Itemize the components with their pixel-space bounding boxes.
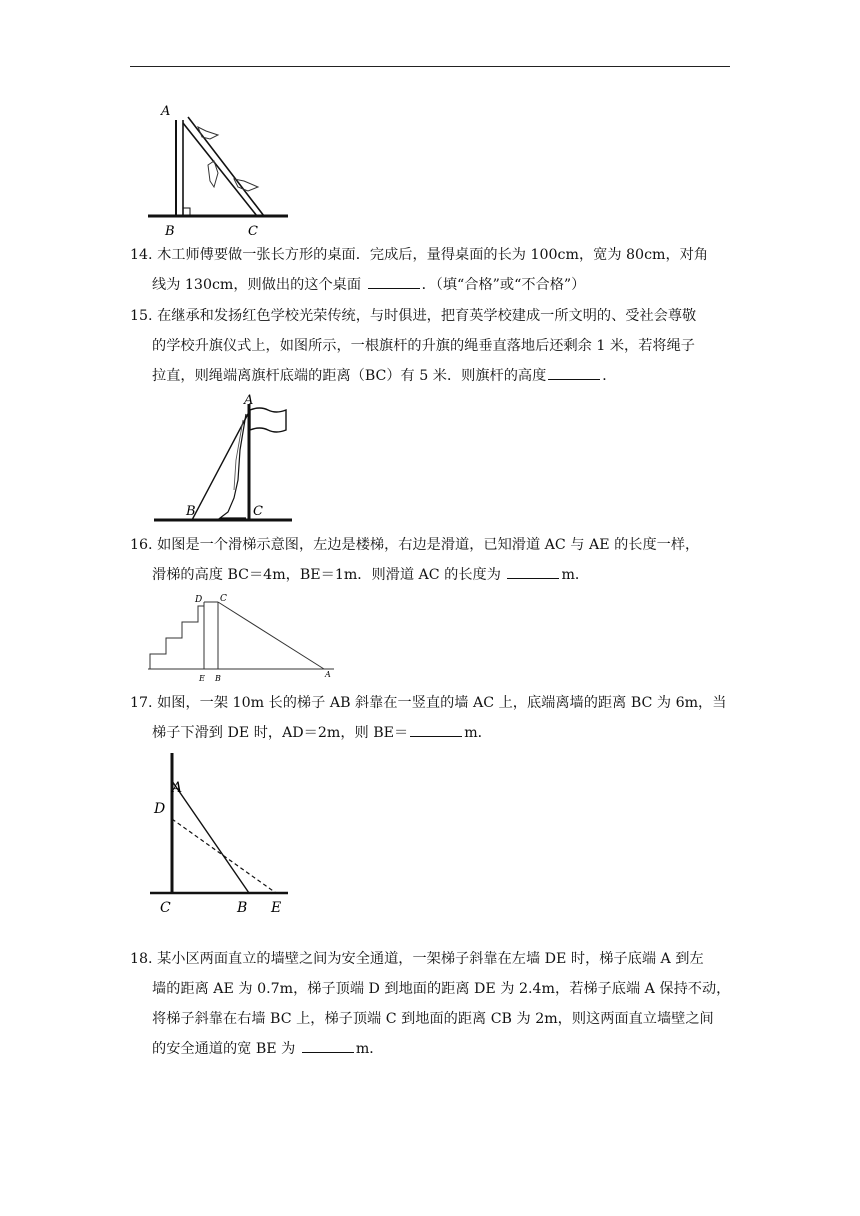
- figure-q13: [140, 95, 300, 240]
- label-C: C: [160, 900, 171, 916]
- question-text: 木工师傅要做一张长方形的桌面．完成后，量得桌面的长为 100cm，宽为 80cm，对角: [157, 247, 709, 263]
- question-text: 的学校升旗仪式上，如图所示，一根旗杆的升旗的绳垂直落地后还剩余 1 米，若将绳子: [152, 338, 695, 354]
- question-14: [130, 240, 732, 300]
- question-18: [130, 944, 732, 1064]
- question-text: 线为 130cm，则做出的这个桌面: [152, 277, 366, 293]
- question-number: 17.: [130, 695, 153, 711]
- label-C: C: [253, 504, 263, 519]
- label-C: C: [220, 594, 227, 604]
- answer-blank[interactable]: [368, 274, 420, 289]
- question-text: 的安全通道的宽 BE 为: [152, 1041, 300, 1057]
- question-text: 梯子下滑到 DE 时，AD＝2m，则 BE＝: [152, 725, 409, 741]
- label-B: B: [237, 900, 248, 916]
- label-B: B: [215, 674, 221, 683]
- question-17: [130, 688, 732, 748]
- answer-blank[interactable]: [410, 722, 462, 737]
- question-text: 在继承和发扬红色学校光荣传统，与时俱进，把育英学校建成一所文明的、受社会尊敬: [157, 308, 697, 324]
- label-E: E: [199, 674, 205, 683]
- label-E: E: [271, 900, 282, 916]
- label-D: D: [154, 801, 166, 817]
- label-A: A: [325, 670, 331, 679]
- question-number: 14.: [130, 247, 153, 263]
- question-text: m．: [561, 567, 590, 583]
- label-A: A: [161, 104, 171, 119]
- question-text: 墙的距离 AE 为 0.7m，梯子顶端 D 到地面的距离 DE 为 2.4m，若梯子底端 A 保持不动，: [152, 981, 731, 997]
- label-C: C: [248, 224, 258, 239]
- label-B: B: [165, 224, 175, 239]
- figure-q17-ladder: [148, 745, 298, 920]
- question-15: [130, 301, 732, 391]
- label-A: A: [172, 780, 183, 796]
- question-text: m．: [464, 725, 492, 741]
- header-rule: [130, 66, 730, 67]
- figure-q16-slide: [144, 590, 344, 685]
- answer-blank[interactable]: [302, 1038, 354, 1053]
- question-text: 滑梯的高度 BC＝4m，BE＝1m．则滑道 AC 的长度为: [152, 567, 506, 583]
- question-text: ．（填“合格”或“不合格”）: [421, 277, 586, 293]
- answer-blank[interactable]: [548, 365, 600, 380]
- label-A: A: [244, 393, 254, 408]
- question-number: 16.: [130, 537, 153, 553]
- question-text: 如图是一个滑梯示意图，左边是楼梯，右边是滑道，已知滑道 AC 与 AE 的长度一样，: [157, 537, 700, 553]
- question-text: 拉直，则绳端离旗杆底端的距离（BC）有 5 米．则旗杆的高度: [152, 368, 547, 384]
- question-text: ．: [602, 368, 617, 384]
- question-16: [130, 530, 732, 590]
- answer-blank[interactable]: [507, 564, 559, 579]
- question-text: 将梯子斜靠在右墙 BC 上，梯子顶端 C 到地面的距离 CB 为 2m，则这两面直立墙壁之间: [152, 1011, 714, 1027]
- question-number: 18.: [130, 951, 153, 967]
- label-B: B: [186, 504, 196, 519]
- figure-q15-flagpole: [150, 390, 300, 525]
- question-text: m．: [355, 1041, 384, 1057]
- question-text: 某小区两面直立的墙壁之间为安全通道，一架梯子斜靠在左墙 DE 时，梯子底端 A 到左: [157, 951, 704, 967]
- question-text: 如图，一架 10m 长的梯子 AB 斜靠在一竖直的墙 AC 上，底端离墙的距离 BC 为 6m，当: [157, 695, 727, 711]
- label-D: D: [195, 595, 203, 605]
- question-number: 15.: [130, 308, 153, 324]
